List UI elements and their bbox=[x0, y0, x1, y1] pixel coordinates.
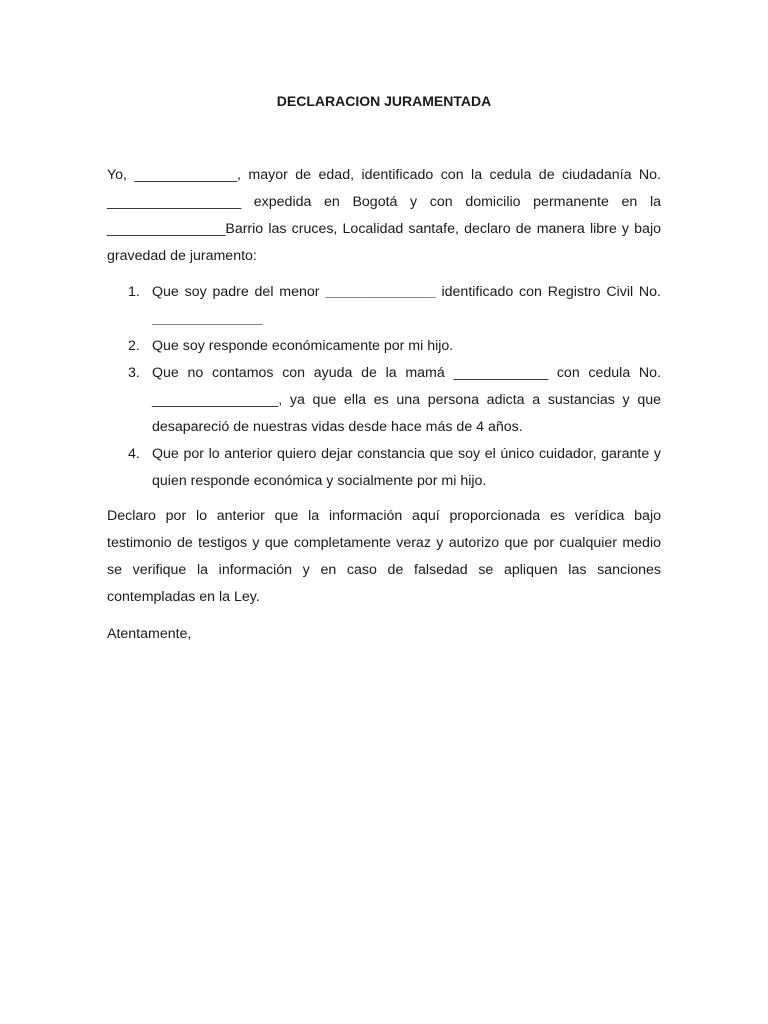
list-item-text-middle: identificado con Registro Civil No. bbox=[435, 284, 661, 300]
list-item bbox=[107, 279, 661, 333]
declaration-list bbox=[107, 279, 661, 495]
list-item-number: 2. bbox=[128, 338, 140, 354]
document-title: DECLARACION JURAMENTADA bbox=[276, 93, 492, 109]
civil-registry-blank: ______________ bbox=[152, 311, 263, 327]
list-item-text: Que por lo anterior quiero dejar constancia que soy el único cuidador, garante y quien responde económica y socialmente por mi hijo. bbox=[152, 446, 661, 489]
signoff: Atentamente, bbox=[107, 626, 192, 642]
closing-paragraph: Declaro por lo anterior que la información aquí proporcionada es verídica bajo testimonio de testigos y que completamente veraz y autorizo que por cualquier medio se verifique la información y en caso de falsedad se apliquen las sanciones contempladas en la Ley. bbox=[107, 508, 661, 605]
list-item-number: 3. bbox=[128, 365, 140, 381]
list-item bbox=[107, 441, 661, 495]
list-item bbox=[107, 333, 661, 360]
list-item-text: Que no contamos con ayuda de la mamá ____________ con cedula No. ________________, ya que ella es una persona adicta a sustancias y que desapareció de nuestras vidas desde hace más de 4 años. bbox=[152, 365, 661, 435]
list-item-number: 1. bbox=[128, 284, 140, 300]
list-item-text: Que soy responde económicamente por mi hijo. bbox=[152, 338, 454, 354]
intro-paragraph: Yo, _____________, mayor de edad, identificado con la cedula de ciudadanía No. _________________ expedida en Bogotá y con domicilio permanente en la _______________Barrio las cruces, Localidad santafe, declaro de manera libre y bajo gravedad de juramento: bbox=[107, 167, 661, 264]
list-item-text-before: Que soy padre del menor bbox=[152, 284, 326, 300]
list-item-number: 4. bbox=[128, 446, 140, 462]
minor-name-blank: ______________ bbox=[325, 284, 436, 300]
list-item bbox=[107, 360, 661, 441]
